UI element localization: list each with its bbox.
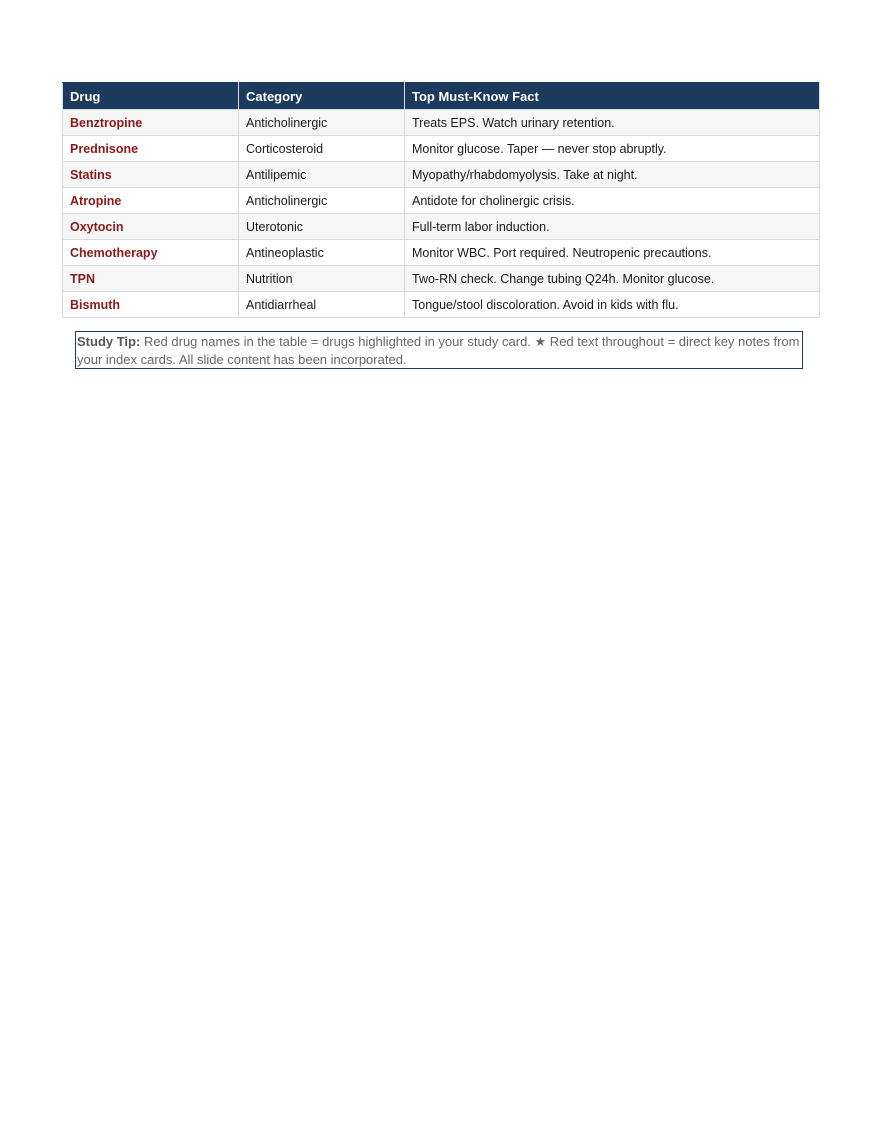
fact-cell: Two-RN check. Change tubing Q24h. Monitor glucose.	[405, 266, 820, 292]
fact-cell: Myopathy/rhabdomyolysis. Take at night.	[405, 162, 820, 188]
table-row	[63, 214, 820, 240]
fact-cell: Full-term labor induction.	[405, 214, 820, 240]
drug-name-cell: TPN	[63, 266, 239, 292]
study-tip-label: Study Tip:	[77, 334, 141, 349]
drug-name-cell: Statins	[63, 162, 239, 188]
fact-cell: Tongue/stool discoloration. Avoid in kids with flu.	[405, 292, 820, 318]
category-cell: Antineoplastic	[239, 240, 405, 266]
column-header-drug: Drug	[63, 83, 239, 110]
category-cell: Nutrition	[239, 266, 405, 292]
column-header-fact: Top Must-Know Fact	[405, 83, 820, 110]
table-row	[63, 188, 820, 214]
fact-cell: Treats EPS. Watch urinary retention.	[405, 110, 820, 136]
table-row	[63, 136, 820, 162]
drug-name-cell: Bismuth	[63, 292, 239, 318]
category-cell: Antidiarrheal	[239, 292, 405, 318]
category-cell: Anticholinergic	[239, 188, 405, 214]
drug-name-cell: Benztropine	[63, 110, 239, 136]
table-row	[63, 110, 820, 136]
table-row	[63, 266, 820, 292]
fact-cell: Antidote for cholinergic crisis.	[405, 188, 820, 214]
table-row	[63, 292, 820, 318]
drug-name-cell: Chemotherapy	[63, 240, 239, 266]
category-cell: Antilipemic	[239, 162, 405, 188]
table-header-row	[63, 83, 820, 110]
fact-cell: Monitor WBC. Port required. Neutropenic precautions.	[405, 240, 820, 266]
drug-name-cell: Atropine	[63, 188, 239, 214]
table-row	[63, 162, 820, 188]
category-cell: Corticosteroid	[239, 136, 405, 162]
drug-name-cell: Prednisone	[63, 136, 239, 162]
table-row	[63, 240, 820, 266]
study-tip-box	[75, 331, 803, 369]
column-header-category: Category	[239, 83, 405, 110]
drug-table	[62, 82, 820, 318]
study-tip-text: Red drug names in the table = drugs highlighted in your study card. ★ Red text throughout = direct key notes from your index cards. All slide content has been incorporated.	[77, 334, 800, 367]
fact-cell: Monitor glucose. Taper — never stop abruptly.	[405, 136, 820, 162]
drug-name-cell: Oxytocin	[63, 214, 239, 240]
category-cell: Anticholinergic	[239, 110, 405, 136]
category-cell: Uterotonic	[239, 214, 405, 240]
